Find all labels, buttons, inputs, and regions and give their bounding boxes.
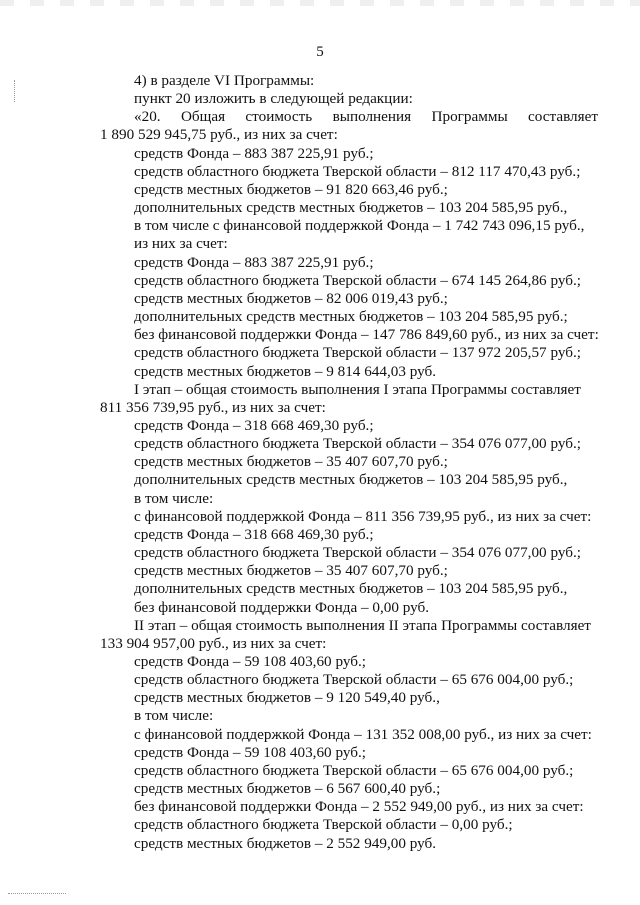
text-line: дополнительных средств местных бюджетов – 103 204 585,95 руб.;: [134, 308, 568, 326]
text-line: пункт 20 изложить в следующей редакции:: [134, 90, 413, 108]
document-body: [100, 72, 598, 853]
text-line-justified: [100, 108, 598, 126]
scan-artifact-bottom: [8, 893, 66, 895]
text-line: средств Фонда – 318 668 469,30 руб.;: [134, 525, 374, 543]
text-line: I этап – общая стоимость выполнения I этапа Программы составляет: [134, 380, 581, 398]
word: стоимость: [245, 108, 313, 126]
text-line: средств Фонда – 883 387 225,91 руб.;: [134, 253, 374, 271]
text-line: средств местных бюджетов – 2 552 949,00 руб.: [134, 834, 437, 852]
text-line: без финансовой поддержки Фонда – 2 552 949,00 руб., из них за счет:: [134, 798, 584, 816]
text-line: средств Фонда – 318 668 469,30 руб.;: [134, 416, 374, 434]
text-line: в том числе с финансовой поддержкой Фонда – 1 742 743 096,15 руб.,: [134, 217, 585, 235]
text-line: средств местных бюджетов – 9 814 644,03 руб.: [134, 362, 437, 380]
word: Программы: [431, 108, 508, 126]
text-line: с финансовой поддержкой Фонда – 131 352 008,00 руб., из них за счет:: [134, 725, 592, 743]
text-line: 133 904 957,00 руб., из них за счет:: [100, 634, 327, 652]
text-line: 811 356 739,95 руб., из них за счет:: [100, 398, 326, 416]
text-line: средств местных бюджетов – 9 120 549,40 руб.,: [134, 689, 440, 707]
text-line: средств областного бюджета Тверской области – 65 676 004,00 руб.;: [134, 761, 574, 779]
word: «20.: [134, 108, 161, 126]
text-line: из них за счет:: [134, 235, 228, 253]
text-line: средств областного бюджета Тверской области – 0,00 руб.;: [134, 816, 513, 834]
text-line: средств областного бюджета Тверской области – 674 145 264,86 руб.;: [134, 271, 581, 289]
text-line: дополнительных средств местных бюджетов – 103 204 585,95 руб.,: [134, 199, 568, 217]
text-line: средств Фонда – 883 387 225,91 руб.;: [134, 144, 374, 162]
text-line: средств областного бюджета Тверской области – 137 972 205,57 руб.;: [134, 344, 581, 362]
text-line: средств областного бюджета Тверской области – 812 117 470,43 руб.;: [134, 162, 581, 180]
text-line: средств областного бюджета Тверской области – 354 076 077,00 руб.;: [134, 435, 581, 453]
text-line: средств местных бюджетов – 6 567 600,40 руб.;: [134, 780, 441, 798]
text-line: без финансовой поддержки Фонда – 147 786 849,60 руб., из них за счет:: [134, 326, 599, 344]
text-line: II этап – общая стоимость выполнения II этапа Программы составляет: [134, 616, 591, 634]
text-line: с финансовой поддержкой Фонда – 811 356 739,95 руб., из них за счет:: [134, 507, 592, 525]
text-line: средств местных бюджетов – 35 407 607,70 руб.;: [134, 562, 448, 580]
word: выполнения: [332, 108, 412, 126]
word: составляет: [528, 108, 598, 126]
page-number: 5: [316, 44, 324, 60]
text-line: средств местных бюджетов – 82 006 019,43 руб.;: [134, 289, 448, 307]
text-line: без финансовой поддержки Фонда – 0,00 руб.: [134, 598, 430, 616]
text-line: средств местных бюджетов – 91 820 663,46 руб.;: [134, 180, 448, 198]
scan-artifact-top: [0, 0, 640, 6]
text-line: в том числе:: [134, 489, 214, 507]
text-line: средств местных бюджетов – 35 407 607,70 руб.;: [134, 453, 448, 471]
text-line: в том числе:: [134, 707, 214, 725]
text-line: средств областного бюджета Тверской области – 354 076 077,00 руб.;: [134, 544, 581, 562]
text-line: средств областного бюджета Тверской области – 65 676 004,00 руб.;: [134, 671, 574, 689]
scan-artifact-left: [14, 80, 16, 102]
text-line: дополнительных средств местных бюджетов – 103 204 585,95 руб.,: [134, 580, 568, 598]
text-line: средств Фонда – 59 108 403,60 руб.;: [134, 743, 366, 761]
text-line: 4) в разделе VI Программы:: [134, 72, 315, 89]
text-line: 1 890 529 945,75 руб., из них за счет:: [100, 126, 338, 144]
text-line: дополнительных средств местных бюджетов – 103 204 585,95 руб.,: [134, 471, 568, 489]
text-line: средств Фонда – 59 108 403,60 руб.;: [134, 653, 366, 670]
word: Общая: [180, 108, 226, 126]
